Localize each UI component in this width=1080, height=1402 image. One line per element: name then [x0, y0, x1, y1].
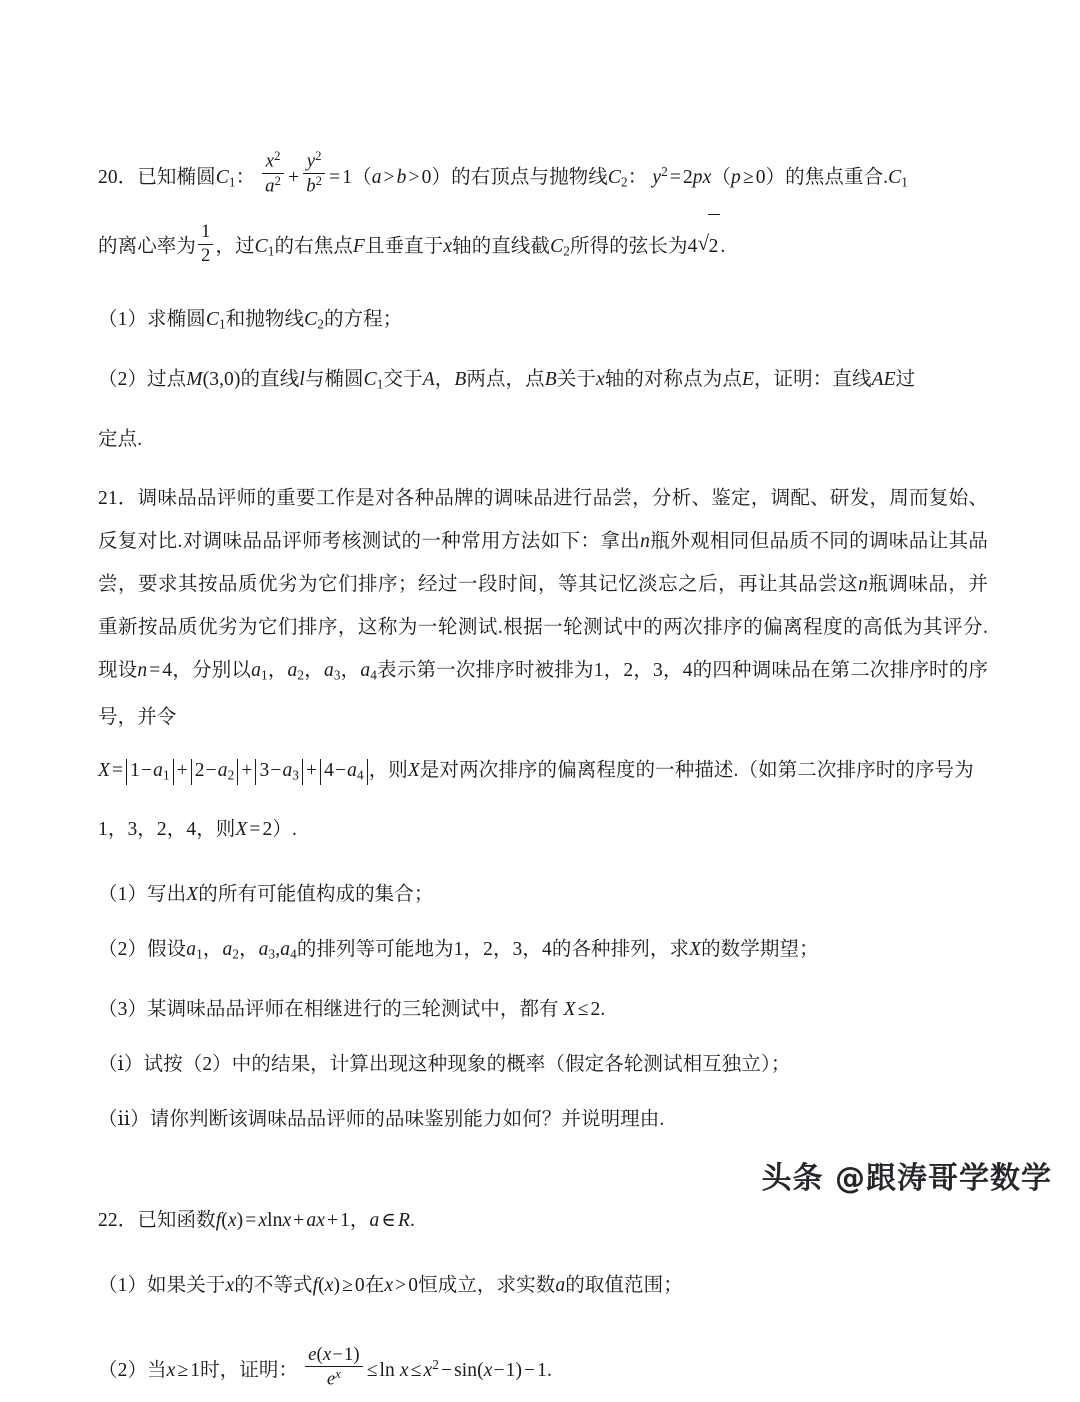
symbol-M: M: [186, 369, 203, 390]
stem-text-h: 轴的直线截: [452, 235, 551, 257]
part-text-21-2c: 的数学期望；: [701, 939, 819, 961]
fraction-x2-over-a2: $\frac{x^2}{a^2}$: [262, 150, 284, 197]
p21-text-j: ）.: [272, 819, 297, 841]
comma-a: ，: [267, 659, 288, 681]
operator-le-3: ≤: [410, 1360, 422, 1381]
problem-21-part-1: [98, 867, 988, 922]
problem-20-part-2: [98, 352, 988, 412]
part-label-20-2: （2）过点: [98, 369, 187, 390]
problem-21-part-3: [98, 982, 988, 1037]
comma-d: ，: [202, 939, 223, 961]
problem-22-part-2: [98, 1333, 988, 1402]
comma-f: ,: [275, 939, 281, 961]
symbol-C1-b: $C_1$: [888, 166, 908, 190]
symbol-a2-b: $a_2$: [222, 939, 240, 963]
part-text-22-1b: 在: [364, 1275, 385, 1297]
operator-ge-3: ≥: [177, 1360, 189, 1381]
comma-1: ，: [434, 369, 455, 390]
number-one: 1: [342, 166, 353, 188]
number-zero-2: 0: [755, 166, 766, 188]
part-text-21-3ii: （ⅱ）请你判断该调味品品评师的品味鉴别能力如何？并说明理由.: [98, 1109, 665, 1131]
symbol-B: B: [454, 369, 467, 390]
symbol-a1: $a_1$: [251, 659, 268, 683]
ln-operator-2: ln: [379, 1360, 395, 1381]
stem-text-f: 的右焦点: [274, 235, 353, 257]
symbol-C1-e: $C_1$: [363, 369, 384, 392]
ln-operator-1: ln: [267, 1210, 283, 1232]
p21-text-b: 瓶外观相同但品质不同的调味品让其品尝，要求其按品质优劣为它们排序；经过一段时间，等其记忆淡忘之后，再让其品尝这: [98, 530, 988, 595]
symbol-f-of-x-2: f(x): [312, 1275, 341, 1297]
operator-equals-2: =: [669, 166, 681, 188]
symbol-x-6: x: [316, 1210, 325, 1232]
symbol-x-4: x: [258, 1210, 268, 1232]
symbol-x-3: x: [595, 369, 605, 390]
part-text-20-2d: 两点，点: [466, 369, 545, 390]
problem-20-part-2-cont: [98, 412, 988, 467]
part-label-21-1: （1）写出: [98, 884, 187, 906]
paren-open-2: （: [711, 166, 732, 188]
operator-minus-1: −: [440, 1360, 453, 1381]
abs-1-minus-a1: $1-a_1$: [126, 759, 174, 784]
symbol-x-9: x: [166, 1360, 176, 1381]
fraction-e-x-minus-1-over-e-x: $\frac{e(x-1)}{e^x}$: [305, 1345, 363, 1390]
part-text-22-1d: 的取值范围；: [565, 1275, 683, 1297]
stem-text-g: 且垂直于: [364, 235, 444, 257]
part-label-22-2: （2）当: [98, 1360, 167, 1381]
symbol-X-2: X: [407, 760, 420, 782]
symbol-x-8: x: [384, 1275, 394, 1297]
stem-text-d: 的离心率为: [98, 235, 197, 257]
p21-text-d: ，分别以: [172, 659, 252, 681]
problem-21-part-2: [98, 922, 988, 982]
operator-le-2: ≤: [366, 1360, 378, 1381]
period-2: .: [600, 999, 606, 1021]
document-content: [98, 140, 988, 1402]
number-zero: 0: [421, 166, 432, 188]
p21-text-i: ，则: [196, 819, 236, 841]
symbol-l: l: [299, 369, 305, 390]
problem-20-stem-line-2: [98, 214, 988, 283]
p21-text-c: 瓶调味品，并重新按品质优劣为它们排序，这称为一轮测试.根据一轮测试中的两次排序的偏离程度的高低为其评分.现设: [98, 573, 988, 681]
symbol-C2-b: $C_2$: [550, 235, 570, 259]
p21-text-f: 的四种调味品在第二次排序时的序号，并令: [98, 659, 989, 729]
symbol-a3-b: $a_3$: [258, 939, 276, 963]
watermark-prefix: 头条: [761, 1161, 824, 1196]
symbol-a: a: [371, 166, 382, 188]
symbol-n-3: n: [137, 659, 148, 681]
sequence-1234: 1，2，3，4: [593, 659, 693, 681]
operator-plus-2: +: [176, 760, 188, 782]
problem-21-part-3i: [98, 1037, 988, 1092]
problem-22-stem: [98, 1193, 988, 1248]
problem-20-part-1: [98, 292, 988, 352]
symbol-C1-c: $C_1$: [254, 235, 275, 259]
operator-plus-6: +: [326, 1210, 339, 1232]
symbol-X-3: X: [235, 819, 248, 841]
symbol-C1-d: $C_1$: [205, 309, 226, 332]
fraction-y2-over-b2: $\frac{y^2}{b^2}$: [303, 150, 325, 197]
operator-ge-2: ≥: [342, 1275, 353, 1297]
part-text-22-1c: 恒成立，求实数: [418, 1275, 556, 1297]
symbol-x-2: x: [443, 235, 453, 257]
sequence-1324: 1，3，2，4: [98, 819, 197, 841]
part-text-21-2a: 的排列等可能地为: [296, 939, 454, 961]
paren-open-1: （: [352, 166, 372, 188]
symbol-C2-c: $C_2$: [304, 309, 324, 332]
comma-e: ，: [239, 939, 259, 961]
part-text-20-2h: 过: [895, 369, 916, 390]
sin-argument: (x−1): [477, 1360, 523, 1381]
part-label-21-3: （3）某调味品品评师在相继进行的三轮测试中，都有: [98, 999, 559, 1021]
p21-text-g: ，则: [368, 760, 408, 782]
number-four: 4: [687, 235, 698, 257]
part-text-20-2a: 的直线: [240, 369, 300, 390]
p21-text-a: 调味品品评师的重要工作是对各种品牌的调味品进行品尝，分析、鉴定，调配、研发，周而复始、反复对比.对调味品品评师考核测试的一种常用方法如下：拿出: [98, 487, 988, 552]
part-text-22-2a: 时，证明：: [200, 1360, 299, 1381]
symbol-C2: $C_2$: [607, 166, 628, 190]
operator-ge-1: ≥: [742, 166, 754, 188]
watermark-at-symbol: @: [835, 1161, 866, 1196]
operator-gt-2: >: [408, 166, 420, 188]
number-two-3: 2: [590, 999, 601, 1021]
symbol-X-6: X: [563, 999, 576, 1021]
symbol-a-2: a: [306, 1210, 317, 1232]
p21-text-h: 是对两次排序的偏离程度的一种描述.（如第二次排序时的序号为: [419, 760, 974, 782]
symbol-C: $C_1$: [215, 166, 236, 190]
number-two-2: 2: [262, 819, 273, 841]
number-zero-3: 0: [354, 1275, 365, 1297]
part-text-20-2f: 轴的对称点为点: [604, 369, 742, 390]
symbol-AE: AE: [871, 369, 896, 390]
stem-text-c: ）的焦点重合.: [765, 166, 889, 188]
operator-plus: +: [288, 166, 300, 188]
symbol-a2: $a_2$: [287, 659, 305, 683]
part-text-20-2g: ，证明：直线: [753, 369, 872, 390]
abs-4-minus-a4: $4-a_4$: [320, 759, 368, 784]
part-text-21-2b: 的各种排列，求: [551, 939, 690, 961]
symbol-x-10: x: [399, 1360, 409, 1381]
symbol-a1-b: $a_1$: [186, 939, 203, 963]
problem-20-stem-line-1: [98, 140, 988, 214]
symbol-a4-b: $a_4$: [280, 939, 297, 963]
problem-21-number: 21．: [98, 487, 138, 509]
part-text-20-2e: 关于: [556, 369, 596, 390]
symbol-E: E: [741, 369, 754, 390]
operator-equals: =: [329, 166, 341, 188]
problem-21-part-3ii: [98, 1092, 988, 1147]
symbol-a-4: a: [555, 1275, 566, 1297]
comma-b: ，: [304, 659, 324, 681]
part-label-20-1: （1）求椭圆: [98, 309, 206, 331]
operator-minus-2: −: [524, 1360, 536, 1381]
period-4: .: [547, 1360, 552, 1381]
operator-plus-5: +: [293, 1210, 305, 1232]
problem-21-formula-line-cont: [98, 802, 988, 857]
point-M-coords: (3,0): [202, 369, 241, 390]
problem-22-part-1: [98, 1258, 988, 1313]
watermark-handle: 跟涛哥学数学: [866, 1161, 1052, 1196]
sqrt-two: √ 2: [697, 214, 720, 278]
abs-3-minus-a3: $3-a_3$: [255, 759, 303, 784]
problem-20-stem-text-a: 已知椭圆: [137, 166, 216, 188]
stem-text-e: ，过: [215, 235, 255, 257]
symbol-n-2: n: [858, 573, 868, 595]
stem-text-b: ）的右顶点与抛物线: [431, 166, 608, 188]
symbol-a4: $a_4$: [360, 659, 377, 683]
number-two: 2: [682, 166, 693, 188]
problem-21-formula-line: [98, 739, 988, 802]
symbol-X-1: X: [98, 760, 111, 782]
fraction-one-half: $\frac{1}{2}$: [198, 222, 213, 265]
symbol-f-of-x: f(x): [215, 1210, 244, 1232]
watermark: [762, 1153, 1052, 1197]
symbol-y: $y^2$: [652, 164, 668, 188]
symbol-B-2: B: [544, 369, 557, 390]
operator-gt-1: >: [383, 166, 395, 188]
part-label-21-2: （2）假设: [98, 939, 187, 961]
symbol-p: p: [692, 166, 703, 188]
p22-text-a: 已知函数: [137, 1210, 216, 1232]
problem-21-stem: [98, 477, 988, 740]
operator-equals-6: =: [245, 1210, 257, 1232]
symbol-X-4: X: [186, 884, 199, 906]
symbol-n-1: n: [640, 530, 650, 552]
number-one-3: 1: [190, 1360, 201, 1381]
part-text-21-1: 的所有可能值构成的集合；: [198, 884, 434, 906]
sequence-1234-b: 1，2，3，4: [453, 939, 552, 961]
p21-text-e: 表示第一次排序时被排为: [376, 659, 594, 681]
part-text-20-2b: 与椭圆: [304, 369, 364, 390]
colon-1: ：: [235, 166, 256, 188]
part-text-20-2c: 交于: [383, 369, 423, 390]
part-text-20-2i: 定点.: [98, 428, 143, 450]
part-text-21-3i: （ⅰ）试按（2）中的结果，计算出现这种现象的概率（假定各轮测试相互独立）；: [98, 1054, 791, 1076]
period-1: .: [720, 235, 726, 257]
number-one-4: 1: [537, 1360, 548, 1381]
stem-text-i: 所得的弦长为: [569, 235, 688, 257]
sin-operator: sin: [454, 1360, 478, 1381]
comma-g: ，: [349, 1210, 370, 1232]
symbol-A: A: [422, 369, 435, 390]
period-3: .: [409, 1210, 415, 1232]
symbol-a3: $a_3$: [323, 659, 341, 683]
abs-2-minus-a2: $2-a_2$: [191, 759, 239, 784]
symbol-x: x: [702, 166, 712, 188]
operator-equals-5: =: [249, 819, 261, 841]
part-text-20-1b: 的方程；: [323, 309, 403, 331]
symbol-p-2: p: [731, 166, 741, 188]
symbol-x-7: x: [225, 1275, 235, 1297]
operator-plus-3: +: [241, 760, 253, 782]
symbol-R: R: [397, 1210, 410, 1232]
part-text-20-1a: 和抛物线: [225, 309, 305, 331]
operator-equals-3: =: [149, 659, 161, 681]
symbol-X-5: X: [689, 939, 702, 961]
operator-in: ∈: [381, 1210, 396, 1232]
comma-c: ，: [340, 659, 361, 681]
symbol-b: b: [396, 166, 407, 188]
problem-22-number: 22．: [98, 1210, 138, 1232]
part-label-22-1: （1）如果关于: [98, 1275, 226, 1297]
operator-equals-4: =: [112, 760, 124, 782]
problem-20-number: 20．: [98, 166, 138, 188]
symbol-a-3: a: [369, 1210, 380, 1232]
symbol-x-squared: $x^2$: [423, 1357, 439, 1381]
operator-gt-3: >: [395, 1275, 407, 1297]
operator-le-1: ≤: [577, 999, 589, 1021]
number-four-2: 4: [162, 659, 173, 681]
number-zero-4: 0: [408, 1275, 419, 1297]
operator-plus-4: +: [306, 760, 318, 782]
colon-2: ：: [627, 166, 648, 188]
number-one-2: 1: [340, 1210, 350, 1232]
symbol-F: F: [352, 235, 365, 257]
symbol-x-5: x: [282, 1210, 292, 1232]
part-text-22-1a: 的不等式: [234, 1275, 313, 1297]
